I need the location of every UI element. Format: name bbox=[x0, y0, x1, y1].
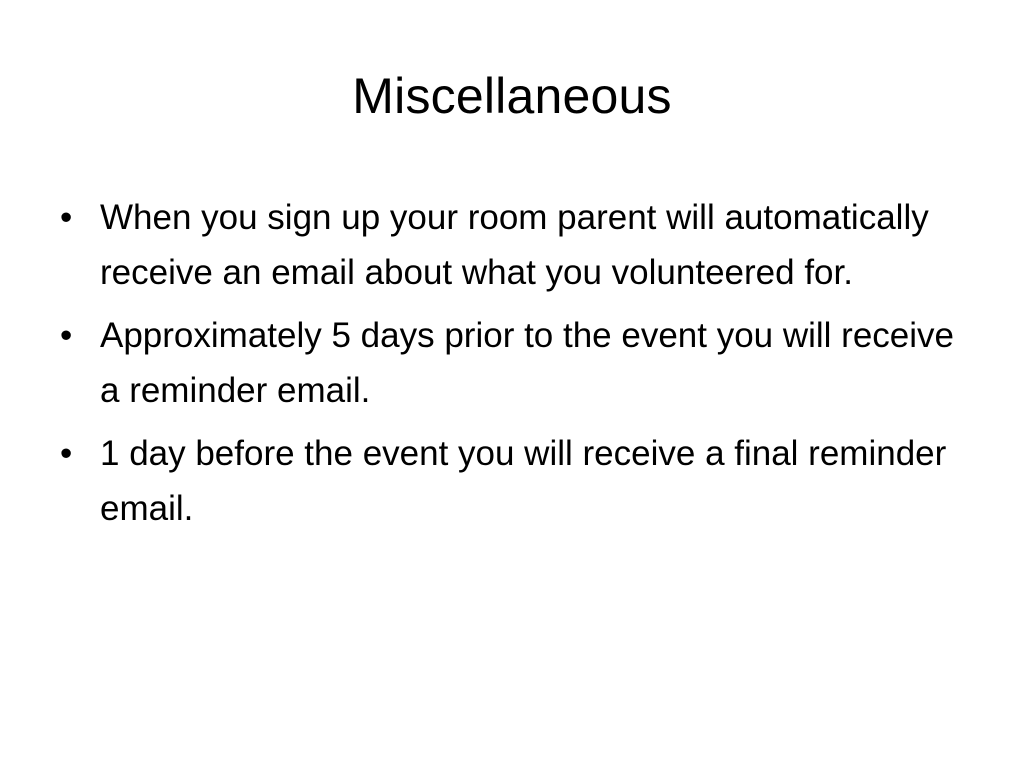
bullet-item bbox=[58, 308, 958, 418]
slide-title: Miscellaneous bbox=[352, 68, 672, 124]
bullet-item bbox=[58, 426, 958, 536]
bullet-text: 1 day before the event you will receive a final reminder email. bbox=[100, 434, 947, 528]
bullet-item bbox=[58, 190, 958, 300]
bullet-dot-icon: • bbox=[60, 434, 73, 473]
bullet-text: Approximately 5 days prior to the event you will receive a reminder email. bbox=[100, 316, 955, 410]
bullet-text: When you sign up your room parent will automatically receive an email about what you volunteered for. bbox=[100, 198, 929, 292]
bullet-dot-icon: • bbox=[60, 198, 73, 237]
bullet-list bbox=[58, 190, 958, 544]
bullet-dot-icon: • bbox=[60, 316, 73, 355]
